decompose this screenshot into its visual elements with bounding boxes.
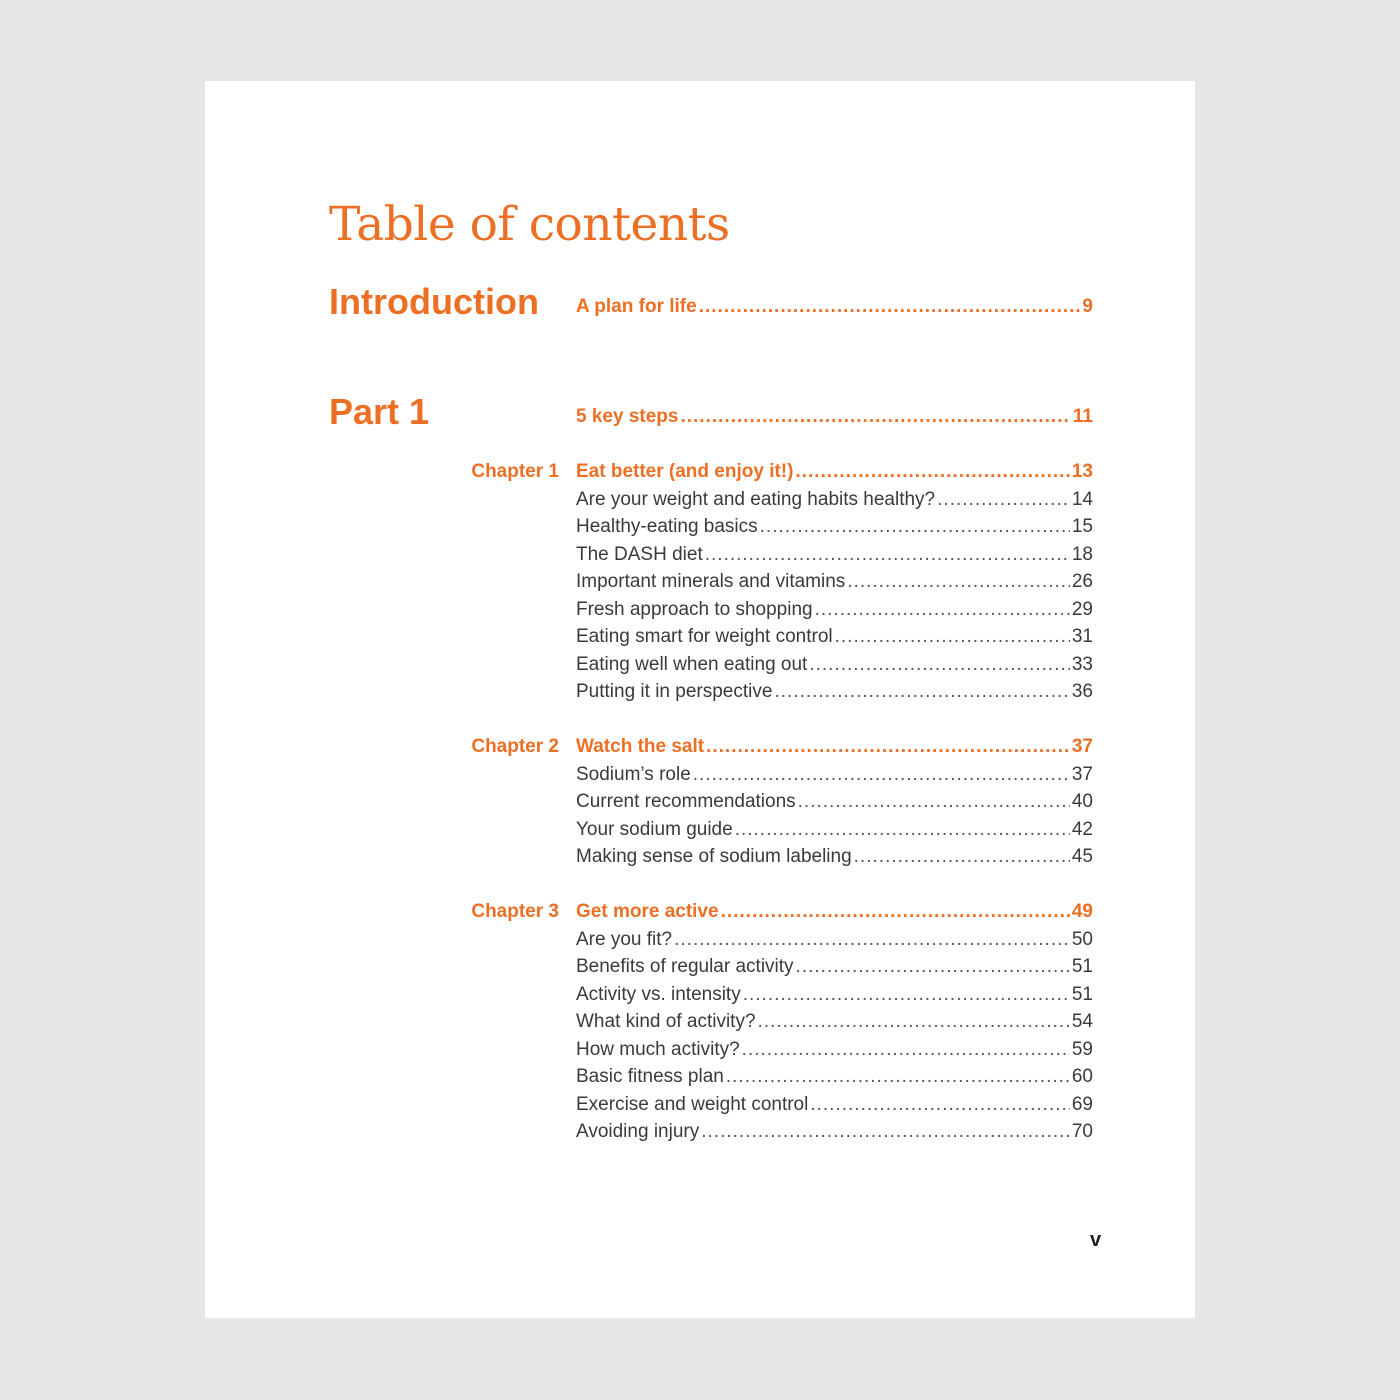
- dot-leader: [735, 818, 1070, 842]
- toc-entry-page: 31: [1071, 626, 1093, 647]
- toc-entry-title: Your sodium guide: [576, 819, 733, 840]
- toc-entry[interactable]: [576, 680, 1093, 704]
- dot-leader: [706, 735, 1070, 759]
- dot-leader: [795, 460, 1069, 484]
- toc-entry-page: 50: [1071, 929, 1093, 950]
- dot-leader: [742, 1038, 1070, 1062]
- toc-entry-page: 51: [1071, 984, 1093, 1005]
- page-number: v: [1090, 1229, 1102, 1251]
- chapter-3-label: Chapter 3: [471, 901, 559, 922]
- toc-entry[interactable]: [576, 928, 1093, 952]
- toc-entry-page: 42: [1071, 819, 1093, 840]
- toc-entry-page: 70: [1071, 1121, 1093, 1142]
- toc-entry-title: Eat better (and enjoy it!): [576, 461, 794, 482]
- toc-entry-page: 49: [1071, 901, 1093, 922]
- page-title: Table of contents: [329, 197, 730, 252]
- dot-leader: [937, 488, 1070, 512]
- toc-entry[interactable]: [576, 515, 1093, 539]
- toc-entry-page: 18: [1071, 544, 1093, 565]
- toc-entry[interactable]: [576, 625, 1093, 649]
- dot-leader: [809, 653, 1070, 677]
- toc-entry-title: The DASH diet: [576, 544, 703, 565]
- dot-leader: [726, 1065, 1070, 1089]
- toc-entry[interactable]: [576, 955, 1093, 979]
- toc-entry-page: 60: [1071, 1066, 1093, 1087]
- toc-entry-title: Putting it in perspective: [576, 681, 773, 702]
- toc-entry-title: A plan for life: [576, 296, 697, 317]
- dot-leader: [693, 763, 1070, 787]
- toc-entry-part-1[interactable]: [576, 405, 1093, 429]
- toc-entry-page: 11: [1072, 406, 1093, 427]
- dot-leader: [743, 983, 1070, 1007]
- toc-entry-title: How much activity?: [576, 1039, 740, 1060]
- toc-entry-page: 37: [1071, 736, 1093, 757]
- document-page: [205, 81, 1195, 1318]
- dot-leader: [815, 598, 1070, 622]
- toc-entry-page: 33: [1071, 654, 1093, 675]
- dot-leader: [847, 570, 1070, 594]
- toc-entry-title: Current recommendations: [576, 791, 796, 812]
- dot-leader: [705, 543, 1070, 567]
- toc-entry-title: Watch the salt: [576, 736, 705, 757]
- toc-entry-title: Sodium’s role: [576, 764, 691, 785]
- toc-entry[interactable]: [576, 1010, 1093, 1034]
- toc-entry-title: Exercise and weight control: [576, 1094, 809, 1115]
- toc-entry-page: 36: [1071, 681, 1093, 702]
- toc-entry-title: Are your weight and eating habits healthy?: [576, 489, 936, 510]
- dot-leader: [810, 1093, 1070, 1117]
- toc-entry-page: 69: [1071, 1094, 1093, 1115]
- toc-entry-chapter-1[interactable]: [576, 460, 1093, 484]
- toc-entry[interactable]: [576, 488, 1093, 512]
- toc-entry-page: 40: [1071, 791, 1093, 812]
- toc-entry-page: 51: [1071, 956, 1093, 977]
- toc-entry[interactable]: [576, 1038, 1093, 1062]
- dot-leader: [674, 928, 1070, 952]
- toc-entry-title: Are you fit?: [576, 929, 673, 950]
- toc-entry-chapter-2[interactable]: [576, 735, 1093, 759]
- toc-entry-page: 9: [1082, 296, 1093, 317]
- toc-entry-page: 26: [1071, 571, 1093, 592]
- toc-entry-page: 15: [1071, 516, 1093, 537]
- toc-entry-title: Healthy-eating basics: [576, 516, 758, 537]
- dot-leader: [796, 955, 1070, 979]
- toc-entry-page: 14: [1071, 489, 1093, 510]
- toc-entry-page: 13: [1071, 461, 1093, 482]
- toc-entry[interactable]: [576, 1065, 1093, 1089]
- toc-entry[interactable]: [576, 598, 1093, 622]
- toc-entry-page: 37: [1071, 764, 1093, 785]
- dot-leader: [798, 790, 1070, 814]
- dot-leader: [701, 1120, 1070, 1144]
- toc-entry-title: Fresh approach to shopping: [576, 599, 813, 620]
- toc-entry-page: 45: [1071, 846, 1093, 867]
- dot-leader: [835, 625, 1070, 649]
- toc-entry-title: Basic fitness plan: [576, 1066, 724, 1087]
- dot-leader: [760, 515, 1070, 539]
- toc-entry[interactable]: [576, 983, 1093, 1007]
- toc-entry-title: Important minerals and vitamins: [576, 571, 846, 592]
- dot-leader: [699, 295, 1081, 319]
- dot-leader: [680, 405, 1070, 429]
- toc-entry-title: Benefits of regular activity: [576, 956, 794, 977]
- toc-entry[interactable]: [576, 790, 1093, 814]
- toc-entry-chapter-3[interactable]: [576, 900, 1093, 924]
- toc-entry[interactable]: [576, 1120, 1093, 1144]
- toc-entry[interactable]: [576, 845, 1093, 869]
- toc-entry-page: 54: [1071, 1011, 1093, 1032]
- toc-entry-title: Eating smart for weight control: [576, 626, 833, 647]
- dot-leader: [758, 1010, 1070, 1034]
- toc-entry-title: Eating well when eating out: [576, 654, 808, 675]
- dot-leader: [854, 845, 1070, 869]
- toc-entry[interactable]: [576, 653, 1093, 677]
- toc-entry[interactable]: [576, 570, 1093, 594]
- toc-entry-title: Activity vs. intensity: [576, 984, 741, 1005]
- toc-entry-title: What kind of activity?: [576, 1011, 756, 1032]
- toc-entry-title: Making sense of sodium labeling: [576, 846, 852, 867]
- toc-entry[interactable]: [576, 763, 1093, 787]
- introduction-label: Introduction: [329, 281, 539, 322]
- chapter-2-label: Chapter 2: [471, 736, 559, 757]
- dot-leader: [721, 900, 1070, 924]
- toc-entry-page: 59: [1071, 1039, 1093, 1060]
- toc-entry-title: 5 key steps: [576, 406, 679, 427]
- dot-leader: [774, 680, 1069, 704]
- toc-entry-title: Get more active: [576, 901, 719, 922]
- toc-entry-introduction[interactable]: [576, 295, 1093, 319]
- toc-entry[interactable]: [576, 818, 1093, 842]
- toc-entry[interactable]: [576, 1093, 1093, 1117]
- chapter-1-label: Chapter 1: [471, 461, 559, 482]
- toc-entry-page: 29: [1071, 599, 1093, 620]
- part-1-label: Part 1: [329, 391, 430, 432]
- toc-entry[interactable]: [576, 543, 1093, 567]
- toc-entry-title: Avoiding injury: [576, 1121, 700, 1142]
